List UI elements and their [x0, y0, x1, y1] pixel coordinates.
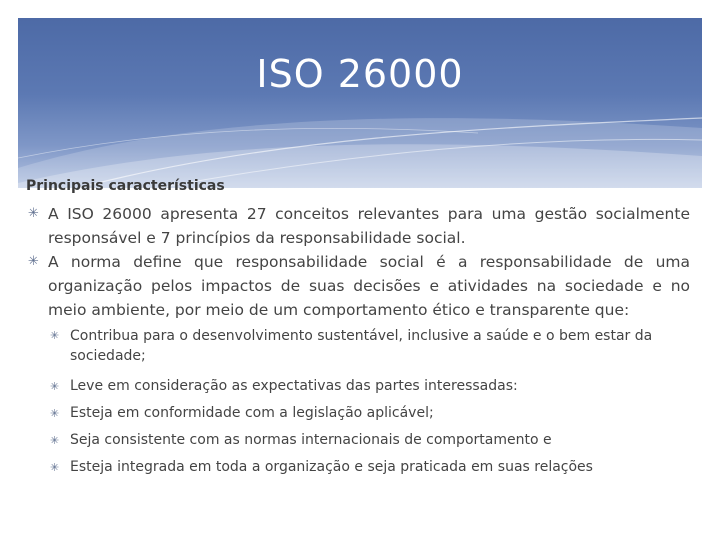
sub-bullet-text: Contribua para o desenvolvimento sustentável, inclusive a saúde e o bem estar da sociedade;: [70, 328, 653, 364]
asterisk-icon: ✳: [50, 380, 60, 393]
sub-bullet-text: Esteja em conformidade com a legislação aplicável;: [70, 405, 434, 421]
sub-bullet-item: [48, 373, 690, 400]
sub-bullet-text: Seja consistente com as normas internacionais de comportamento e: [70, 432, 552, 448]
sub-bullet-item: [48, 427, 690, 454]
content-body: [26, 202, 690, 481]
bullet-item: [26, 250, 690, 322]
section-subheading: Principais características: [26, 178, 225, 194]
bullet-item: [26, 202, 690, 250]
sub-bullet-item: [48, 454, 690, 481]
sub-bullet-item: [48, 400, 690, 427]
asterisk-icon: ✳: [50, 329, 60, 342]
sub-bullet-text: Esteja integrada em toda a organização e seja praticada em suas relações: [70, 459, 593, 475]
asterisk-icon: ✳: [28, 206, 39, 221]
sub-bullet-text: Leve em consideração as expectativas das partes interessadas:: [70, 378, 518, 394]
asterisk-icon: ✳: [50, 407, 60, 420]
wave-decoration: [18, 18, 702, 188]
asterisk-icon: ✳: [50, 461, 60, 474]
asterisk-icon: ✳: [28, 254, 39, 269]
bullet-text: A norma define que responsabilidade social é a responsabilidade de uma organização pelos impactos de suas decisões e atividades na sociedade e no meio ambiente, por meio de um comportamento ético e transparente que:: [48, 253, 690, 319]
sub-bullet-list: [48, 326, 690, 481]
slide-title: ISO 26000: [256, 52, 464, 96]
asterisk-icon: ✳: [50, 434, 60, 447]
sub-bullet-item: [48, 326, 690, 366]
bullet-text: A ISO 26000 apresenta 27 conceitos relevantes para uma gestão socialmente responsável e 7 princípios da responsabilidade social.: [48, 205, 690, 247]
title-banner: [18, 18, 702, 188]
